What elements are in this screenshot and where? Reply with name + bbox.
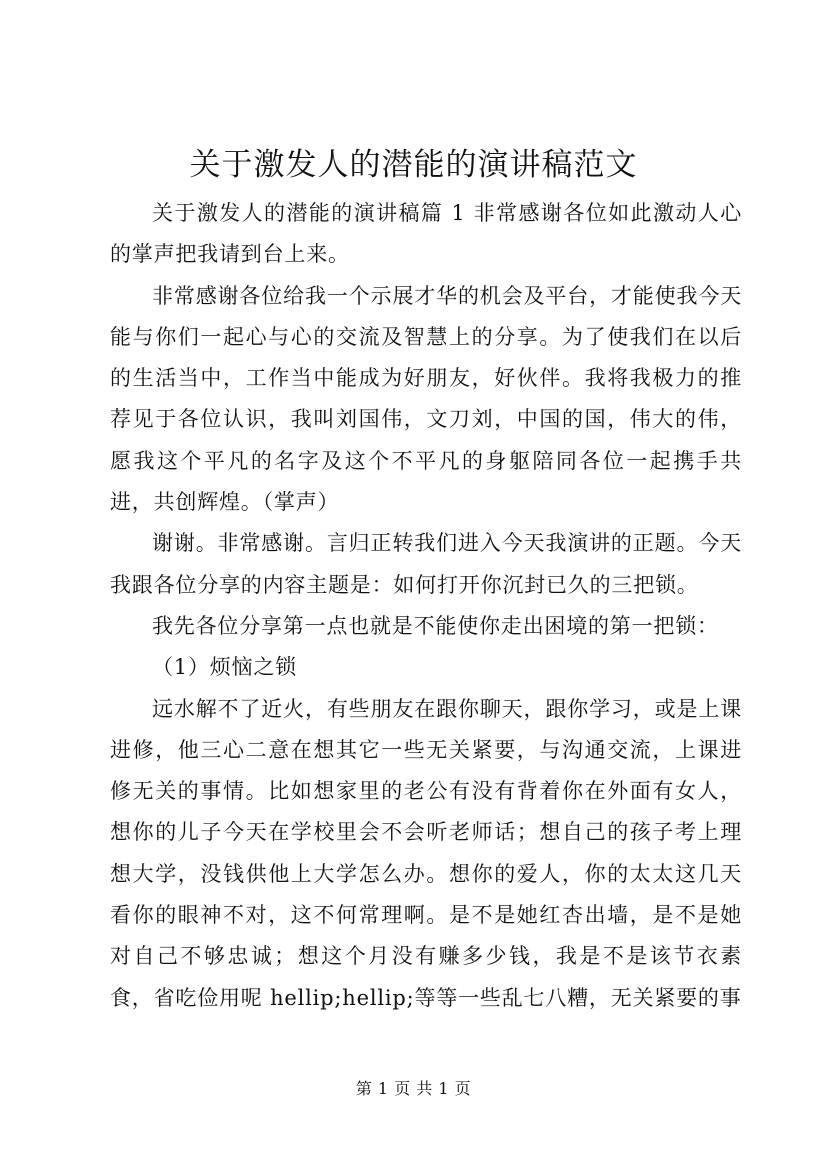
paragraph-topic: 谢谢。非常感谢。言归正转我们进入今天我演讲的正题。今天我跟各位分享的内容主题是：如何打开你沉封已久的三把锁。 [110,531,742,597]
section-heading-worry-lock: （1）烦恼之锁 [152,655,297,680]
paragraph-intro: 关于激发人的潜能的演讲稿篇 1 非常感谢各位如此激动人心的掌声把我请到台上来。 [110,201,742,267]
paragraph-worry-lock: 远水解不了近火，有些朋友在跟你聊天，跟你学习，或是上课进修，他三心二意在想其它一些无关紧要，与沟通交流，上课进修无关的事情。比如想家里的老公有没有背着你在外面有女人，想你的儿子今天在学校里会不会听老师话；想自己的孩子考上理想大学，没钱供他上大学怎么办。想你的爱人，你的太太这几天看你的眼神不对，这不何常理啊。是不是她红杏出墙，是不是她对自己不够忠诚；想这个月没有赚多少钱，我是不是该节衣素食，省吃俭用呢 hellip;hellip;等等一些乱七八糟，无关紧要的事 [110,696,742,1010]
page-footer: 第 1 页 共 1 页 [355,1079,472,1098]
paragraph-thanks: 非常感谢各位给我一个示展才华的机会及平台，才能使我今天能与你们一起心与心的交流及智慧上的分享。为了使我们在以后的生活当中，工作当中能成为好朋友，好伙伴。我将我极力的推荐见于各位认识，我叫刘国伟，文刀刘，中国的国，伟大的伟，愿我这个平凡的名字及这个不平凡的身躯陪同各位一起携手共进，共创辉煌。（掌声） [110,283,742,515]
document-body [110,193,742,1019]
document-title: 关于激发人的潜能的演讲稿范文 [189,147,638,183]
paragraph-first-lock: 我先各位分享第一点也就是不能使你走出困境的第一把锁： [152,613,719,638]
